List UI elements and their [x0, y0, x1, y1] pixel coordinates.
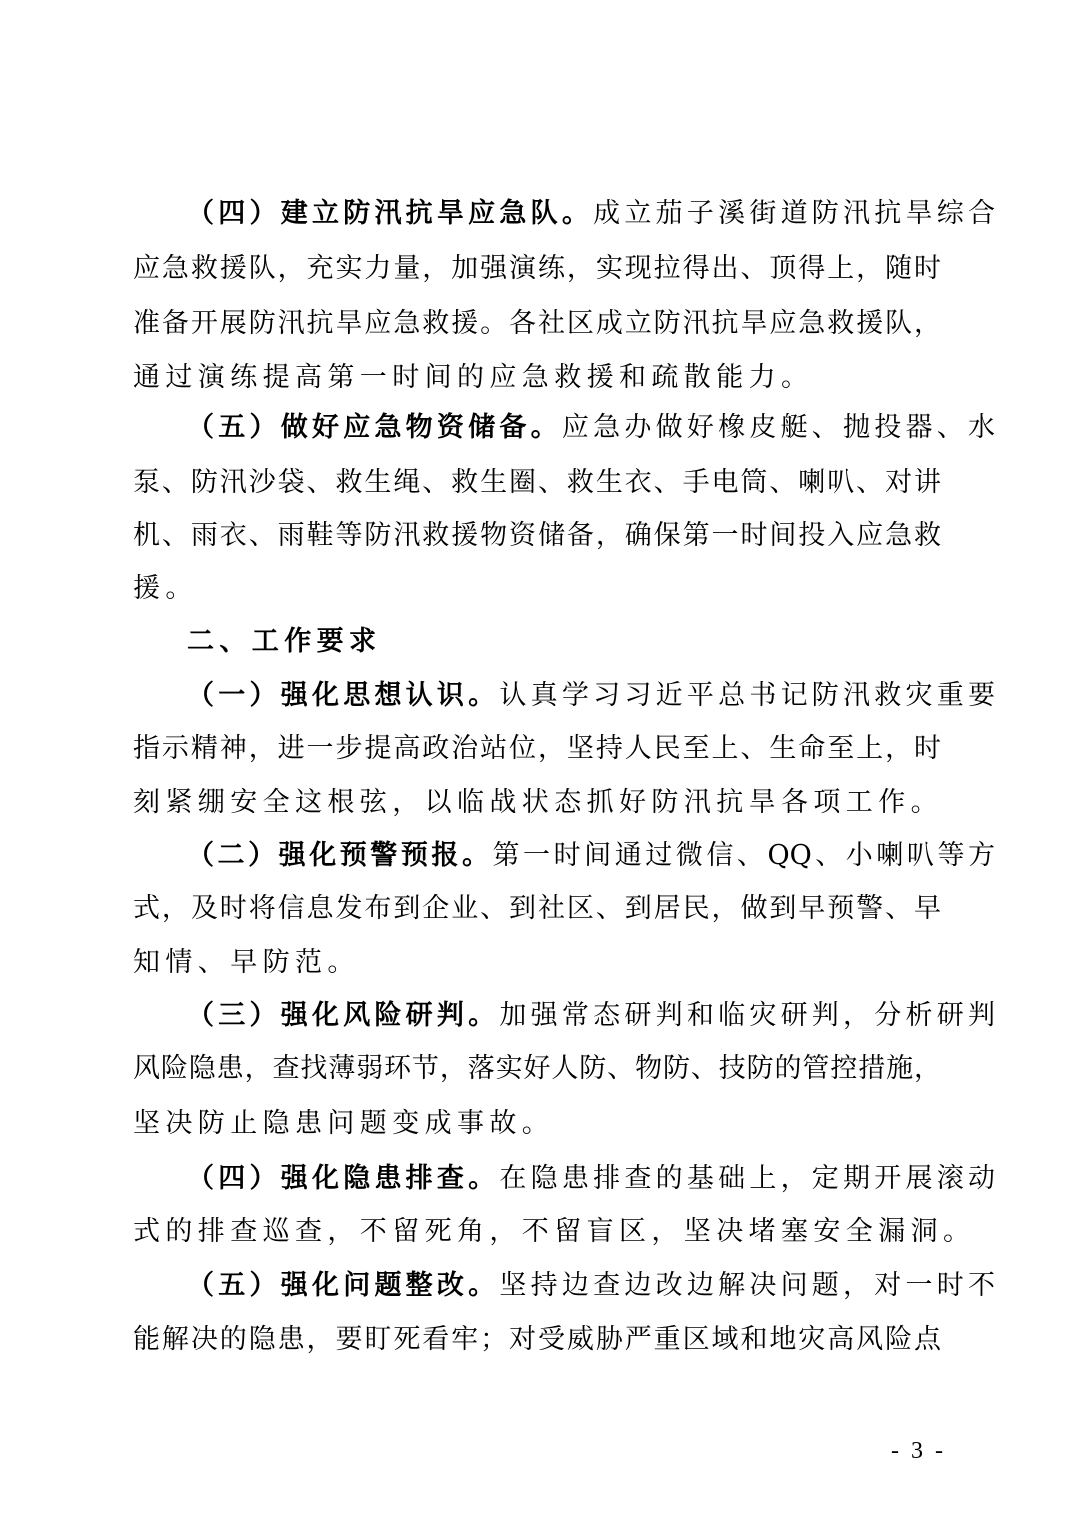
paragraph-line — [187, 1161, 995, 1197]
paragraph-line: 援。 — [133, 573, 198, 604]
paragraph-text: 坚持边查边改边解决问题，对一时不 — [499, 1270, 996, 1301]
paragraph-line: 坚决防止隐患问题变成事故。 — [133, 1108, 555, 1139]
paragraph-lead: （四）建立防汛抗旱应急队。 — [187, 198, 594, 229]
paragraph-line — [187, 196, 995, 232]
paragraph-lead: （四）强化隐患排查。 — [187, 1163, 500, 1194]
paragraph-text: 认真学习习近平总书记防汛救灾重要 — [499, 680, 996, 711]
paragraph-line: 式，及时将信息发布到企业、到社区、到居民，做到早预警、早 — [133, 893, 941, 924]
paragraph-lead: （三）强化风险研判。 — [187, 1000, 500, 1031]
paragraph-text: 成立茄子溪街道防汛抗旱综合 — [593, 198, 996, 229]
page-number: - 3 - — [891, 1438, 946, 1464]
paragraph-text: 加强常态研判和临灾研判，分析研判 — [499, 1000, 996, 1031]
paragraph-line — [187, 678, 995, 714]
paragraph-line — [187, 838, 995, 874]
paragraph-line: 通过演练提高第一时间的应急救援和疏散能力。 — [133, 362, 814, 393]
paragraph-line: 风险隐患，查找薄弱环节，落实好人防、物防、技防的管控措施， — [133, 1053, 941, 1084]
paragraph-lead: （五）做好应急物资储备。 — [187, 412, 562, 443]
paragraph-line: 机、雨衣、雨鞋等防汛救援物资储备，确保第一时间投入应急救 — [133, 520, 941, 551]
paragraph-line: 能解决的隐患，要盯死看牢；对受威胁严重区域和地灾高风险点 — [133, 1324, 941, 1355]
paragraph-text: 在隐患排查的基础上，定期开展滚动 — [499, 1163, 996, 1194]
paragraph-lead: （二）强化预警预报。 — [187, 840, 493, 871]
paragraph-text: 应急办做好橡皮艇、抛投器、水 — [561, 412, 996, 443]
paragraph-line — [187, 998, 995, 1034]
paragraph-line — [187, 1268, 995, 1304]
paragraph-line: 准备开展防汛抗旱应急救援。各社区成立防汛抗旱应急救援队， — [133, 308, 941, 339]
paragraph-line — [187, 410, 995, 446]
paragraph-line: 指示精神，进一步提高政治站位，坚持人民至上、生命至上，时 — [133, 733, 941, 764]
paragraph-line: 刻紧绷安全这根弦，以临战状态抓好防汛抗旱各项工作。 — [133, 787, 943, 818]
paragraph-lead: （一）强化思想认识。 — [187, 680, 500, 711]
paragraph-lead: （五）强化问题整改。 — [187, 1270, 500, 1301]
paragraph-line: 式的排查巡查，不留死角，不留盲区，坚决堵塞安全漏洞。 — [133, 1216, 976, 1247]
section-heading: 二、工作要求 — [187, 626, 382, 657]
paragraph-text: 第一时间通过微信、QQ、小喇叭等方 — [492, 840, 996, 871]
paragraph-line: 知情、早防范。 — [133, 947, 360, 978]
paragraph-line: 应急救援队，充实力量，加强演练，实现拉得出、顶得上，随时 — [133, 253, 941, 284]
paragraph-line: 泵、防汛沙袋、救生绳、救生圈、救生衣、手电筒、喇叭、对讲 — [133, 467, 941, 498]
